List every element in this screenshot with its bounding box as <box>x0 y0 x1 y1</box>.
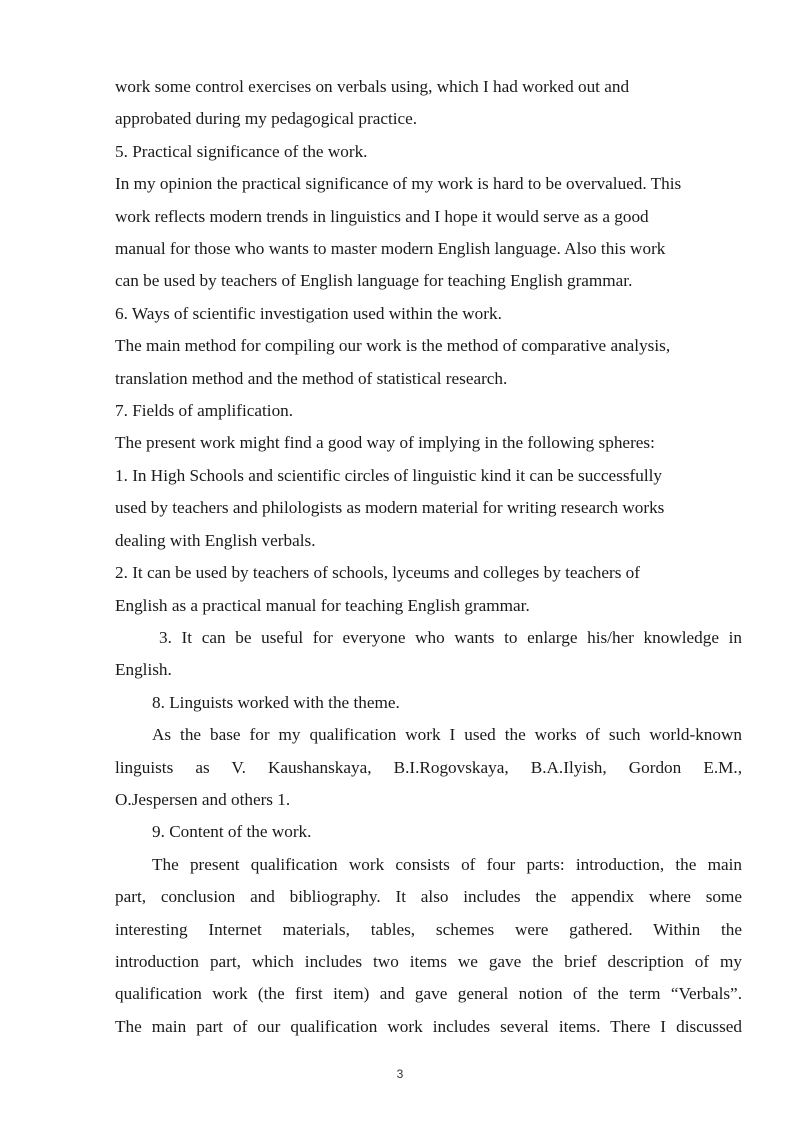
text-line: As the base for my qualification work I used the works of such world-known <box>152 725 742 745</box>
text-line: English as a practical manual for teaching English grammar. <box>115 595 530 615</box>
text-line: The main method for compiling our work is the method of comparative analysis, <box>115 336 671 356</box>
section-heading: 7. Fields of amplification. <box>115 401 294 421</box>
section-heading: 8. Linguists worked with the theme. <box>152 692 400 712</box>
text-line: work reflects modern trends in linguistics and I hope it would serve as a good <box>115 206 649 226</box>
text-line: In my opinion the practical significance of my work is hard to be overvalued. This <box>115 174 682 194</box>
text-line: can be used by teachers of English language for teaching English grammar. <box>115 271 633 291</box>
page-number: 3 <box>396 1067 404 1081</box>
text-line: The present qualification work consists of four parts: introduction, the main <box>152 854 742 874</box>
text-line: 2. It can be used by teachers of schools, lyceums and colleges by teachers of <box>115 563 640 583</box>
section-heading: 6. Ways of scientific investigation used within the work. <box>115 303 502 323</box>
text-line: translation method and the method of statistical research. <box>115 368 508 388</box>
section-heading: 5. Practical significance of the work. <box>115 141 368 161</box>
text-line: 3. It can be useful for everyone who wants to enlarge his/her knowledge in <box>159 627 742 647</box>
text-line: part, conclusion and bibliography. It also includes the appendix where some <box>115 887 742 907</box>
text-line: 1. In High Schools and scientific circles of linguistic kind it can be successfully <box>115 465 663 485</box>
text-line: work some control exercises on verbals using, which I had worked out and <box>115 77 630 96</box>
text-line: used by teachers and philologists as modern material for writing research works <box>115 498 665 518</box>
text-line: dealing with English verbals. <box>115 530 316 550</box>
text-line: The main part of our qualification work includes several items. There I discussed <box>115 1016 742 1036</box>
text-line: English. <box>115 660 172 680</box>
section-heading: 9. Content of the work. <box>152 822 312 842</box>
text-line: qualification work (the first item) and gave general notion of the term “Verbals”. <box>115 984 742 1004</box>
text-line: manual for those who wants to master modern English language. Also this work <box>115 239 666 259</box>
text-line: approbated during my pedagogical practice. <box>115 109 418 129</box>
text-line: The present work might find a good way of implying in the following spheres: <box>115 433 655 453</box>
text-line: O.Jespersen and others 1. <box>115 789 291 809</box>
document-body <box>115 71 742 1043</box>
text-line: introduction part, which includes two items we gave the brief description of my <box>115 951 742 971</box>
text-line: linguists as V. Kaushanskaya, B.I.Rogovskaya, B.A.Ilyish, Gordon E.M., <box>115 757 742 777</box>
text-line: interesting Internet materials, tables, schemes were gathered. Within the <box>115 919 742 939</box>
